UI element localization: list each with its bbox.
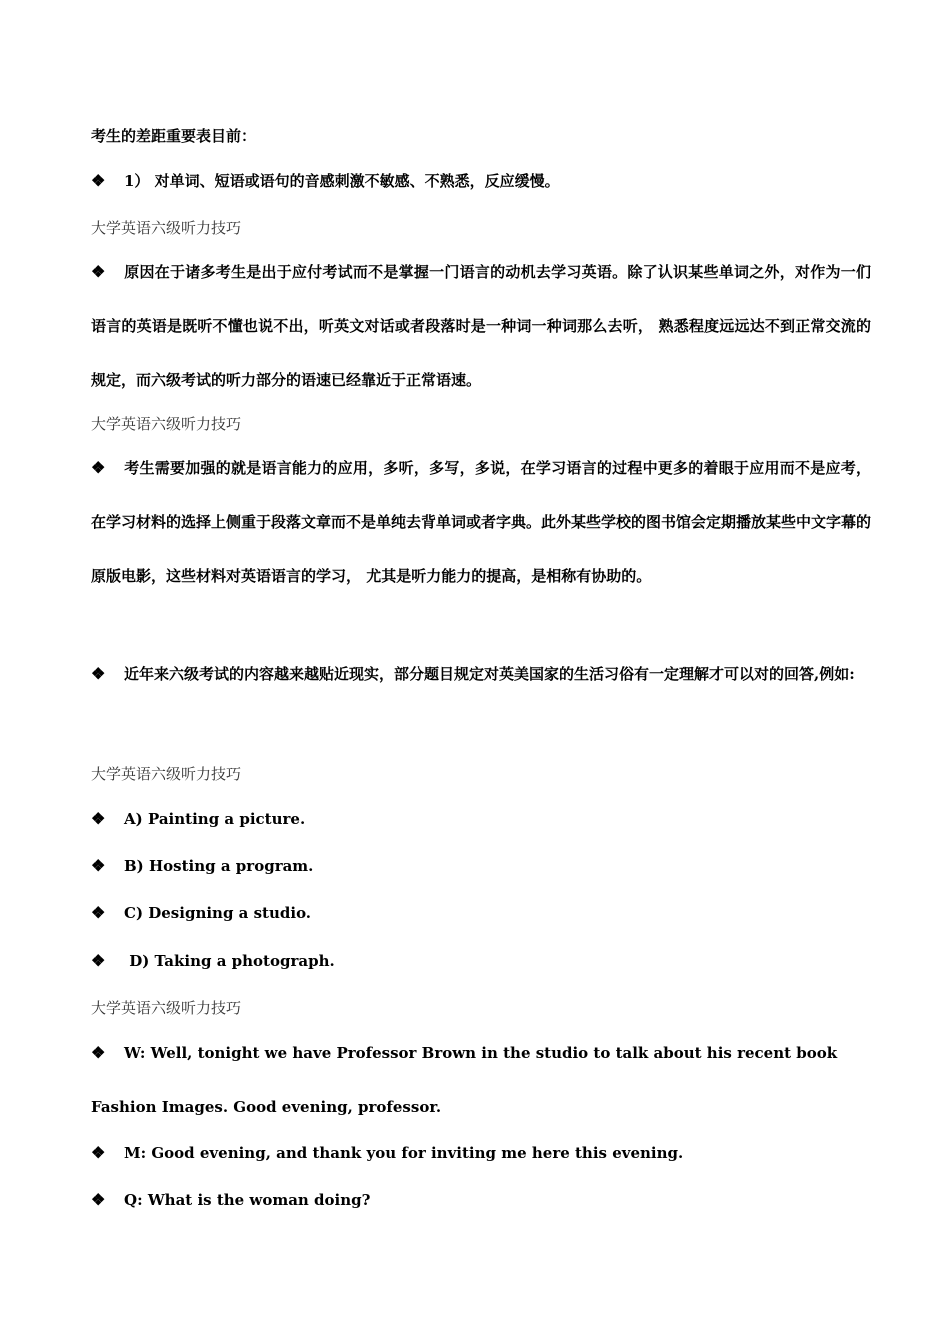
intro-heading: 考生的差距重要表目前：: [91, 127, 257, 145]
bullet-icon: ❖: [91, 903, 106, 922]
bullet-icon: ❖: [91, 1043, 106, 1062]
bullet-icon: ❖: [91, 262, 106, 281]
question: ❖ Q: What is the woman doing?: [91, 1190, 371, 1209]
bullet-icon: ❖: [91, 951, 106, 970]
option-b: ❖ B) Hosting a program.: [91, 856, 314, 875]
bullet-icon: ❖: [91, 458, 106, 477]
subtitle-2: 大学英语六级听力技巧: [91, 415, 242, 433]
option-d: ❖ D) Taking a photograph.: [91, 951, 335, 970]
bullet-icon: ❖: [91, 1143, 106, 1162]
dialog-man: ❖ M: Good evening, and thank you for inviting me here this evening.: [91, 1143, 684, 1162]
option-a: ❖ A) Painting a picture.: [91, 809, 306, 828]
subtitle-4: 大学英语六级听力技巧: [91, 999, 242, 1017]
bullet-icon: ❖: [91, 809, 106, 828]
option-c: ❖ C) Designing a studio.: [91, 903, 312, 922]
bullet-icon: ❖: [91, 171, 106, 190]
subtitle-1: 大学英语六级听力技巧: [91, 219, 242, 237]
bullet-icon: ❖: [91, 664, 106, 683]
dialog-woman: ❖ W: Well, tonight we have Professor Brown in the studio to talk about his recent book Fashion Images. Good evening, professor.: [91, 1026, 871, 1134]
bullet-icon: ❖: [91, 856, 106, 875]
point-1: ❖ 1） 对单词、短语或语句的音感刺激不敏感、不熟悉，反应缓慢。: [91, 171, 560, 190]
paragraph-2: ❖ 考生需要加强的就是语言能力的应用，多听，多写，多说，在学习语言的过程中更多的着眼于应用而不是应考，在学习材料的选择上侧重于段落文章而不是单纯去背单词或者字典。此外某些学校的图书馆会定期播放某些中文字幕的原版电影，这些材料对英语语言的学习， 尤其是听力能力的提高，是相称有协助的。: [91, 441, 871, 603]
subtitle-3: 大学英语六级听力技巧: [91, 765, 242, 783]
paragraph-3: ❖ 近年来六级考试的内容越来越贴近现实，部分题目规定对英美国家的生活习俗有一定理解才可以对的回答,例如:: [91, 647, 871, 701]
bullet-icon: ❖: [91, 1190, 106, 1209]
paragraph-1: ❖ 原因在于诸多考生是出于应付考试而不是掌握一门语言的动机去学习英语。除了认识某些单词之外，对作为一们语言的英语是既听不懂也说不出，听英文对话或者段落时是一种词一种词那么去听， 熟悉程度远远达不到正常交流的规定，而六级考试的听力部分的语速已经靠近于正常语速。: [91, 245, 871, 407]
